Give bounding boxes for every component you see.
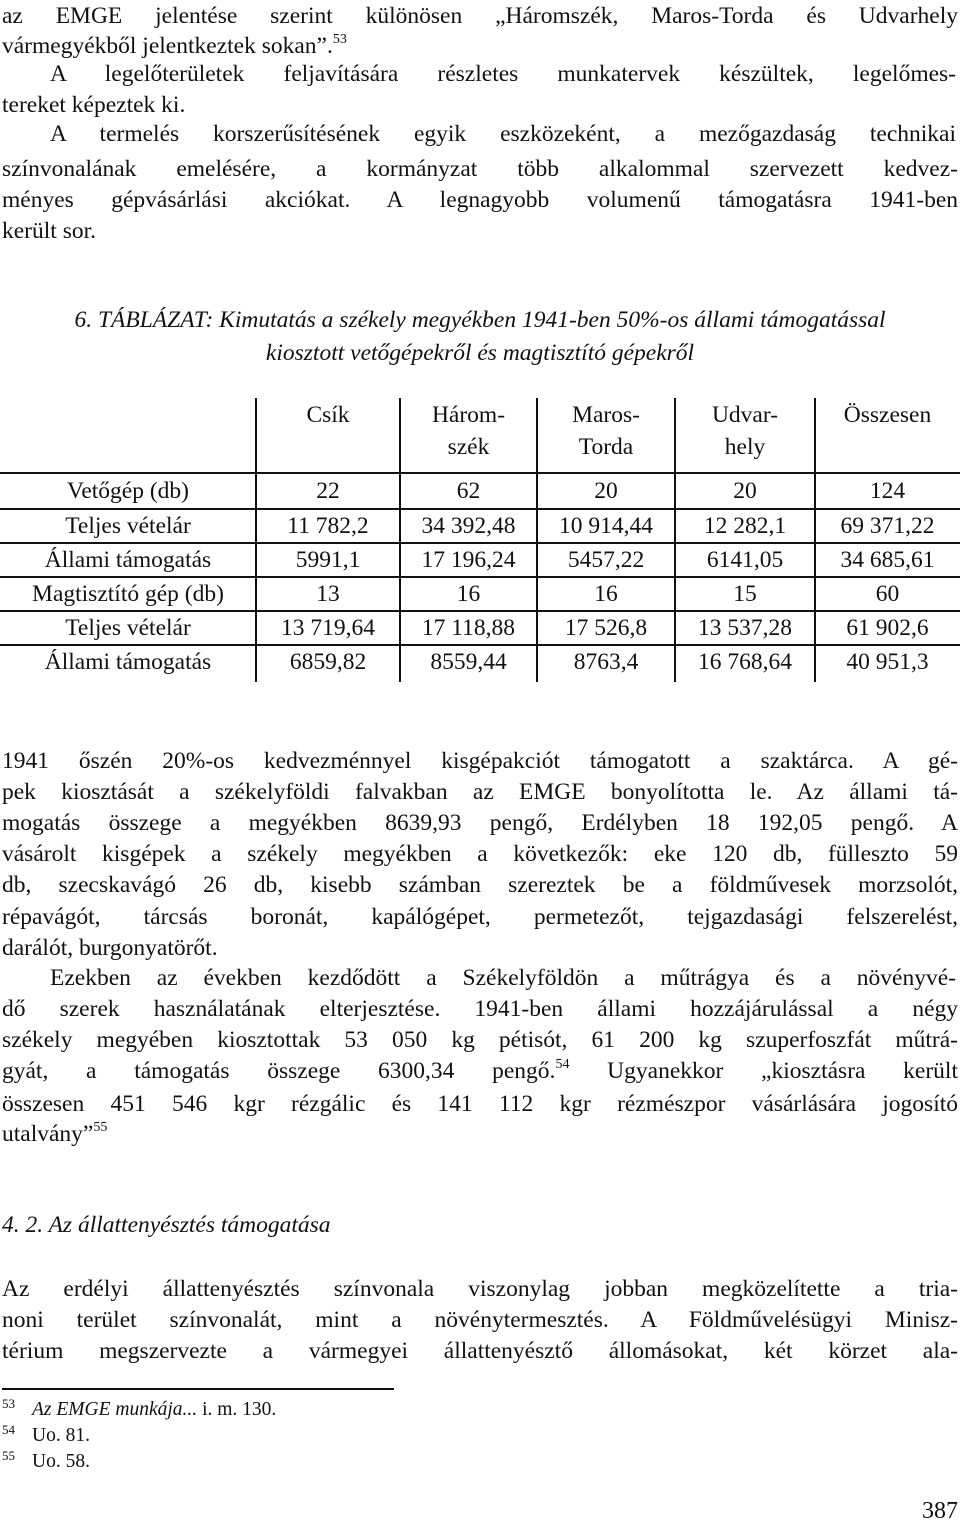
body-line <box>2 1024 958 1056</box>
column-divider <box>814 472 816 682</box>
footnote-ref: 54 <box>555 1057 570 1072</box>
body-line-text: pek kiosztását a székelyföldi falvakban az EMGE bonyolította le. Az állami tá- <box>2 779 958 805</box>
table-cell: 5991,1 <box>295 547 361 573</box>
body-line-text: dő szerek használatának elterjesztése. 1941-ben állami hozzájárulással a négy <box>2 996 958 1022</box>
intro-line-text: tereket képeztek ki. <box>2 92 186 118</box>
column-header <box>256 399 400 431</box>
intro-line <box>2 153 958 185</box>
footnote-number: 55 <box>2 1448 15 1463</box>
table-caption-line-1: 6. TÁBLÁZAT: Kimutatás a székely megyékben 1941-ben 50%-os állami támogatással <box>74 307 886 333</box>
table-cell: 8763,4 <box>573 649 639 675</box>
column-header <box>675 399 815 463</box>
column-divider <box>536 472 538 682</box>
column-header-line-1: Csík <box>306 402 350 428</box>
column-header-line-1: Udvar- <box>711 402 779 428</box>
table-cell: 6859,82 <box>289 649 367 675</box>
table-cell: 10 914,44 <box>559 513 653 539</box>
body-line <box>2 1118 958 1150</box>
footnote-ref: 53 <box>332 32 347 47</box>
footnote-rule <box>2 1388 394 1390</box>
section-heading: 4. 2. Az állattenyésztés támogatása <box>2 1212 331 1238</box>
body-line <box>2 932 958 964</box>
header-divider <box>255 398 257 472</box>
body-line-text: Ezekben az években kezdődött a Székelyföldön a műtrágya és a növényvé- <box>50 965 956 991</box>
intro-line-text: került sor. <box>2 218 96 244</box>
table-cell: 69 371,22 <box>840 513 935 539</box>
table-cell: 20 <box>594 478 618 504</box>
row-label: Vetőgép (db) <box>66 478 190 504</box>
intro-line-text: A legelőterületek feljavítására részletes munkatervek készültek, legelőmes- <box>50 61 956 87</box>
column-header <box>537 399 675 463</box>
body-line <box>2 745 958 777</box>
table-cell: 16 <box>456 581 481 607</box>
body-line-text: utalvány” <box>2 1121 94 1147</box>
body-line <box>2 1304 958 1336</box>
body-line-text: répavágót, tárcsás boronát, kapálógépet, permetezőt, tejgazdasági felszerelést, <box>2 904 958 930</box>
header-divider <box>674 398 676 472</box>
body-line-text: darálót, burgonyatörőt. <box>2 935 218 961</box>
header-divider <box>814 398 816 472</box>
table-cell: 61 902,6 <box>846 615 929 641</box>
footnote-number: 54 <box>2 1422 15 1437</box>
table-cell: 34 392,48 <box>421 513 516 539</box>
row-label: Teljes vételár <box>65 615 191 641</box>
body-line <box>2 869 958 901</box>
intro-line-text: A termelés korszerűsítésének egyik eszközeként, a mezőgazdaság technikai <box>50 121 956 147</box>
body-line-tail: Ugyanekkor „kiosztásra került <box>569 1058 958 1084</box>
body-line <box>50 962 956 994</box>
body-line-text: térium megszervezte a vármegyei állattenyésztő állomásokat, két körzet ala- <box>2 1338 958 1364</box>
table-cell: 16 <box>594 581 618 607</box>
header-divider <box>399 398 401 472</box>
body-line <box>2 807 958 839</box>
body-line <box>2 1273 958 1305</box>
intro-line-text: vármegyékből jelentkeztek sokan”. <box>2 33 333 59</box>
row-label: Teljes vételár <box>65 513 191 539</box>
body-line <box>2 1335 958 1367</box>
footnote-source-title: Az EMGE munkája... <box>32 1399 198 1420</box>
table-cell: 13 <box>316 581 340 607</box>
column-header-line-2: szék <box>447 434 490 460</box>
body-line <box>2 1088 958 1120</box>
intro-line <box>2 215 958 247</box>
intro-line-text: színvonalának emelésére, a kormányzat több alkalommal szervezett kedvez- <box>2 156 958 182</box>
footnote-number: 53 <box>2 1396 15 1411</box>
column-divider <box>255 472 257 682</box>
body-line <box>2 901 958 933</box>
row-label: Állami támogatás <box>44 547 212 573</box>
body-line-text: gyát, a támogatás összege 6300,34 pengő. <box>2 1058 556 1084</box>
row-label: Állami támogatás <box>44 649 212 675</box>
table-cell: 12 282,1 <box>703 513 787 539</box>
page-number: 387 <box>922 1498 958 1524</box>
body-line-text: 1941 őszén 20%-os kedvezménnyel kisgépakciót támogatott a szaktárca. A gé- <box>2 748 958 774</box>
column-divider <box>399 472 401 682</box>
table-cell: 62 <box>456 478 481 504</box>
table-cell: 20 <box>733 478 757 504</box>
table-cell: 60 <box>875 581 900 607</box>
intro-line <box>2 0 958 32</box>
table-cell: 5457,22 <box>567 547 645 573</box>
body-line <box>2 1055 958 1087</box>
column-header <box>815 399 960 431</box>
footnote-text: Uo. 58. <box>32 1451 90 1472</box>
body-line-text: db, szecskavágó 26 db, kisebb számban szereztek be a földművesek morzsolót, <box>2 872 958 898</box>
body-line-text: székely megyében kiosztottak 53 050 kg pétisót, 61 200 kg szuperfoszfát műtrá- <box>2 1027 958 1053</box>
body-line <box>2 838 958 870</box>
footnote-ref: 55 <box>93 1120 108 1135</box>
row-label: Magtisztító gép (db) <box>32 581 224 607</box>
body-line-text: vásárolt kisgépek a székely megyékben a következők: eke 120 db, fülleszto 59 <box>2 841 958 867</box>
table-cell: 22 <box>316 478 340 504</box>
body-line <box>2 776 958 808</box>
body-line-text: mogatás összege a megyékben 8639,93 pengő, Erdélyben 18 192,05 pengő. A <box>2 810 958 836</box>
column-header-line-2: hely <box>724 434 766 460</box>
column-header-line-1: Maros- <box>572 402 640 428</box>
table-cell: 13 537,28 <box>698 615 792 641</box>
table-cell: 15 <box>733 581 757 607</box>
intro-line <box>50 118 956 150</box>
column-divider <box>674 472 676 682</box>
table-cell: 13 719,64 <box>281 615 375 641</box>
body-line-text: noni terület színvonalát, mint a növénytermesztés. A Földművelésügyi Minisz- <box>2 1307 958 1333</box>
intro-line-text: ményes gépvásárlási akciókat. A legnagyobb volumenű támogatásra 1941-ben <box>2 187 958 213</box>
header-divider <box>536 398 538 472</box>
column-header-line-2: Torda <box>578 434 634 460</box>
body-line-text: Az erdélyi állattenyésztés színvonala viszonylag jobban megközelítette a tria- <box>2 1276 958 1302</box>
footnote <box>2 1443 90 1475</box>
table-cell: 17 118,88 <box>421 615 516 641</box>
table-cell: 8559,44 <box>430 649 507 675</box>
intro-line <box>2 184 958 216</box>
table-cell: 40 951,3 <box>846 649 929 675</box>
intro-line-text: az EMGE jelentése szerint különösen „Háromszék, Maros-Torda és Udvarhely <box>2 3 958 29</box>
table-cell: 17 196,24 <box>421 547 516 573</box>
body-line <box>2 993 958 1025</box>
body-line-text: összesen 451 546 kgr rézgálic és 141 112 kgr rézmészpor vásárlására jogosító <box>2 1091 958 1117</box>
footnote-text: Uo. 81. <box>32 1425 90 1446</box>
table-cell: 124 <box>869 478 906 504</box>
column-header-line-1: Három- <box>431 402 506 428</box>
table-cell: 6141,05 <box>706 547 784 573</box>
table-cell: 11 782,2 <box>287 513 369 539</box>
table-cell: 16 768,64 <box>698 649 792 675</box>
footnote-text: i. m. 130. <box>197 1399 277 1420</box>
table-caption-line-2: kiosztott vetőgépekről és magtisztító gépekről <box>265 340 695 366</box>
intro-line <box>50 58 956 90</box>
column-header-line-1: Összesen <box>843 402 932 428</box>
column-header <box>400 399 537 463</box>
table-cell: 34 685,61 <box>840 547 935 573</box>
intro-line <box>2 89 958 121</box>
table-cell: 17 526,8 <box>564 615 648 641</box>
